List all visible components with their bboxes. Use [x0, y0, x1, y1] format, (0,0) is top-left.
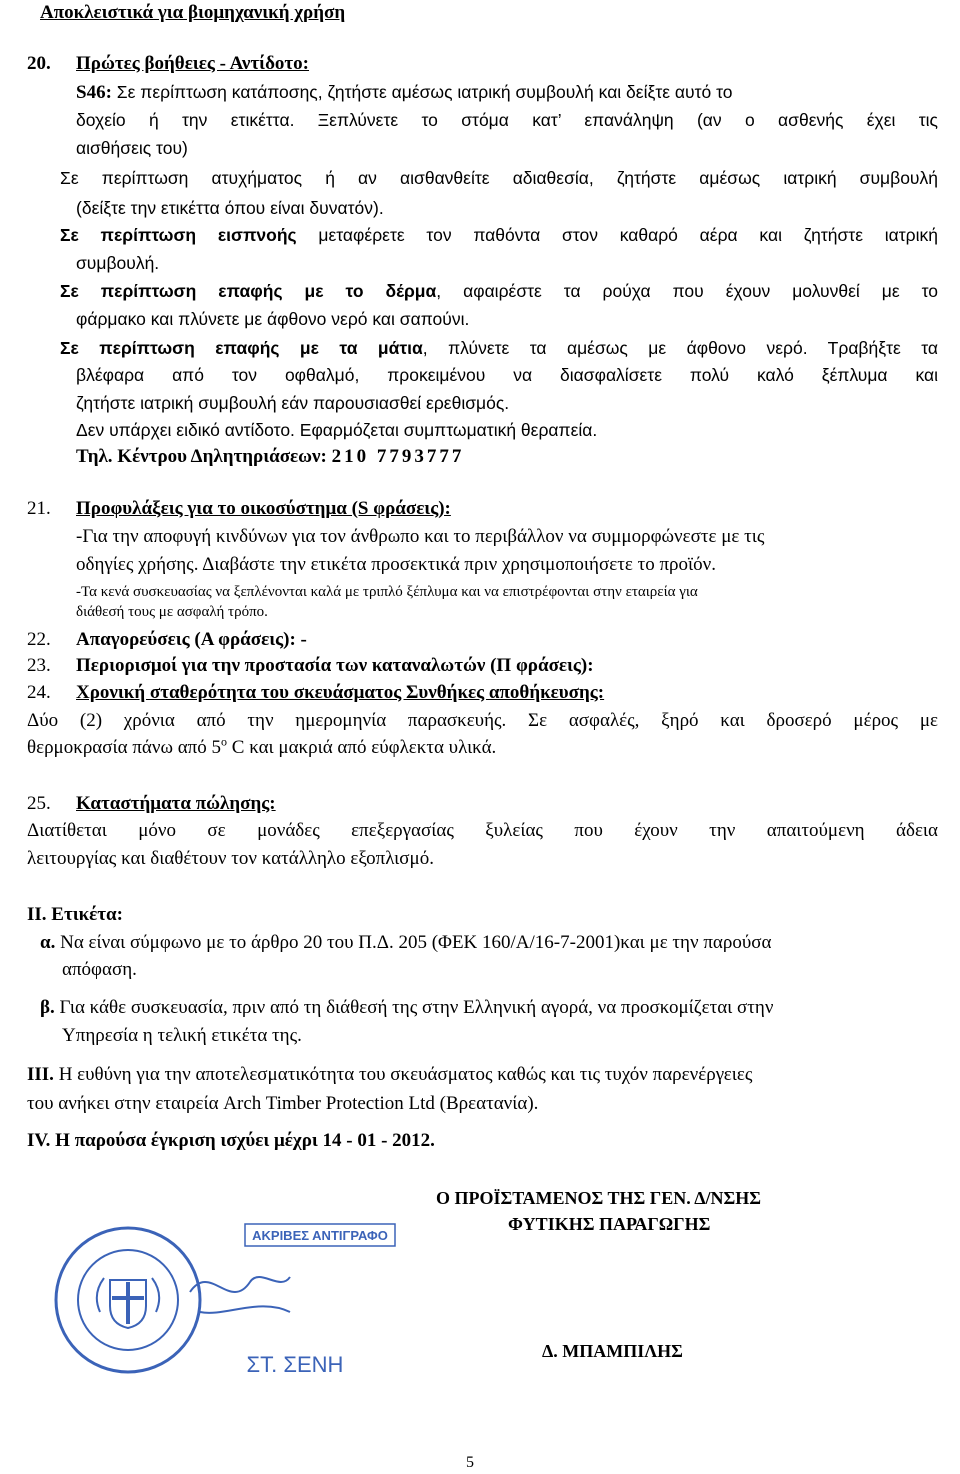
page-number: 5: [466, 1454, 474, 1471]
s25-line-1: Διατίθεται μόνο σε μονάδες επεξεργασίας ξυλείας που έχουν την απαιτούμενη άδεια: [27, 820, 938, 841]
eyes-line-1: [60, 337, 938, 359]
section-23-number: 23.: [27, 655, 51, 676]
s24-line-2b: C και μακριά από εύφλεκτα υλικά.: [227, 737, 497, 758]
s46-line-2: δοχείο ή την ετικέττα. Ξεπλύνετε το στόμα κατ’ επανάληψη (αν ο ασθενής έχει τις: [76, 110, 938, 130]
s21-line-4: διάθεσή τους με ασφαλή τρόπο.: [76, 604, 268, 620]
section-24-title: Χρονική σταθερότητα του σκευάσματος Συνθήκες αποθήκευσης:: [76, 682, 605, 703]
signature-title-2: ΦΥΤΙΚΗΣ ΠΑΡΑΓΩΓΗΣ: [508, 1214, 711, 1234]
handwritten-signature: [190, 1277, 290, 1313]
validity-line: IV. Η παρούσα έγκριση ισχύει μέχρι 14 - 01 - 2012.: [27, 1130, 435, 1151]
skin-line-1: [60, 280, 938, 302]
s24-line-1: Δύο (2) χρόνια από την ημερομηνία παρασκευής. Σε ασφαλές, ξηρό και δροσερό μέρος με: [27, 710, 938, 731]
iii-text: Η ευθύνη για την αποτελεσματικότητα του σκευάσματος καθώς και τις τυχόν παρενέργειες: [53, 1064, 753, 1085]
antidote-line: Δεν υπάρχει ειδικό αντίδοτο. Εφαρμόζεται συμπτωματική θεραπεία.: [76, 420, 598, 440]
section-ii-title: ΙΙ. Ετικέτα:: [27, 904, 123, 925]
s46-text-1: Σε περίπτωση κατάποσης, ζητήστε αμέσως ιατρική συμβουλή και δείξτε αυτό το: [116, 82, 733, 102]
s24-line-2a: θερμοκρασία πάνω από 5: [27, 737, 222, 758]
ii-a-mark: α.: [40, 932, 56, 953]
inhalation-text: μεταφέρετε τον παθόντα στον καθαρό αέρα και ζητήστε ιατρική: [296, 225, 938, 245]
s25-line-2: λειτουργίας και διαθέτουν τον κατάλληλο εξοπλισμό.: [27, 848, 434, 869]
s46-line-3: αισθήσεις του): [76, 138, 188, 158]
section-25-number: 25.: [27, 793, 51, 814]
skin-bold: Σε περίπτωση επαφής με το δέρμα: [60, 281, 437, 301]
ii-a-line-2: απόφαση.: [62, 959, 137, 980]
poison-center-number: 210 7793777: [331, 446, 465, 467]
page-header: Αποκλειστικά για βιομηχανική χρήση: [40, 2, 346, 23]
iii-line-1: [27, 1064, 752, 1086]
s24-line-2: [27, 734, 497, 759]
s21-line-1: -Για την αποφυγή κινδύνων για τον άνθρωπο και το περιβάλλον να συμμορφώνεστε με τις: [76, 526, 765, 547]
inhalation-line-1: [60, 224, 938, 246]
poison-center-line: [76, 446, 464, 468]
greek-emblem: [97, 1278, 159, 1328]
eyes-text: , πλύνετε τα αμέσως με άφθονο νερό. Τραβήξτε τα: [422, 338, 938, 358]
section-22-number: 22.: [27, 629, 51, 650]
inhalation-line-2: συμβουλή.: [76, 253, 160, 273]
accident-line-2: (δείξτε την ετικέττα όπου είναι δυνατόν).: [76, 198, 384, 218]
ii-b-text: Για κάθε συσκευασία, πριν από τη διάθεσή της στην Ελληνική αγορά, να προσκομίζεται στην: [54, 997, 774, 1018]
section-20-number: 20.: [27, 53, 51, 74]
section-21-title: Προφυλάξεις για το οικοσύστημα (S φράσεις):: [76, 498, 451, 519]
iii-mark: ΙΙΙ.: [27, 1064, 54, 1085]
official-stamp: [30, 1222, 400, 1392]
degree-sup: o: [221, 734, 228, 749]
signature-name: Δ. ΜΠΑΜΠΙΛΗΣ: [542, 1341, 683, 1361]
accident-line-1: Σε περίπτωση ατυχήματος ή αν αισθανθείτε αδιαθεσία, ζητήστε αμέσως ιατρική συμβουλή: [60, 168, 938, 188]
s46-line-1: [76, 81, 938, 104]
s46-code: S46:: [76, 82, 112, 103]
eyes-line-2: βλέφαρα από τον οφθαλμό, προκειμένου να διασφαλίσετε πολύ καλό ξέπλυμα και: [76, 365, 938, 385]
s21-line-2: οδηγίες χρήσης. Διαβάστε την ετικέτα προσεκτικά πριν χρησιμοποιήσετε το προϊόν.: [76, 554, 716, 575]
s21-line-3: -Τα κενά συσκευασίας να ξεπλένονται καλά με τριπλό ξέπλυμα και να επιστρέφονται στην εταιρεία για: [76, 584, 698, 600]
iii-line-2: του ανήκει στην εταιρεία Arch Timber Protection Ltd (Βρεατανία).: [27, 1093, 539, 1114]
section-21-number: 21.: [27, 498, 51, 519]
ii-b-line-2: Υπηρεσία η τελική ετικέτα της.: [62, 1025, 302, 1046]
skin-text: , αφαιρέστε τα ρούχα που έχουν μολυνθεί με το: [436, 281, 938, 301]
eyes-line-3: ζητήστε ιατρική συμβουλή εάν παρουσιασθεί ερεθισμός.: [76, 393, 510, 413]
section-20-title: Πρώτες βοήθειες - Αντίδοτο:: [76, 53, 310, 74]
ii-a-text: Να είναι σύμφωνο με το άρθρο 20 του Π.Δ. 205 (ΦΕΚ 160/Α/16-7-2001)και με την παρούσα: [55, 932, 772, 953]
signature-title-1: Ο ΠΡΟΪΣΤΑΜΕΝΟΣ ΤΗΣ ΓΕΝ. Δ/ΝΣΗΣ: [436, 1188, 762, 1208]
ii-b-mark: β.: [40, 997, 55, 1018]
section-22-title: Απαγορεύσεις (Α φράσεις): -: [76, 629, 307, 650]
poison-center-label: Τηλ. Κέντρου Δηλητηριάσεων:: [76, 446, 332, 467]
copy-stamp-text: ΑΚΡΙΒΕΣ ΑΝΤΙΓΡΑΦΟ: [252, 1228, 388, 1243]
skin-line-2: φάρμακο και πλύνετε με άφθονο νερό και σαπούνι.: [76, 309, 470, 329]
stamp-signer: ΣΤ. ΣΕΝΗ: [246, 1352, 344, 1377]
section-23-title: Περιορισμοί για την προστασία των καταναλωτών (Π φράσεις):: [76, 655, 594, 676]
inhalation-bold: Σε περίπτωση εισπνοής: [60, 225, 297, 245]
section-24-number: 24.: [27, 682, 51, 703]
ii-b-line-1: [40, 997, 773, 1019]
section-25-title: Καταστήματα πώλησης:: [76, 793, 276, 814]
eyes-bold: Σε περίπτωση επαφής με τα μάτια: [60, 338, 423, 358]
ii-a-line-1: [40, 932, 771, 954]
